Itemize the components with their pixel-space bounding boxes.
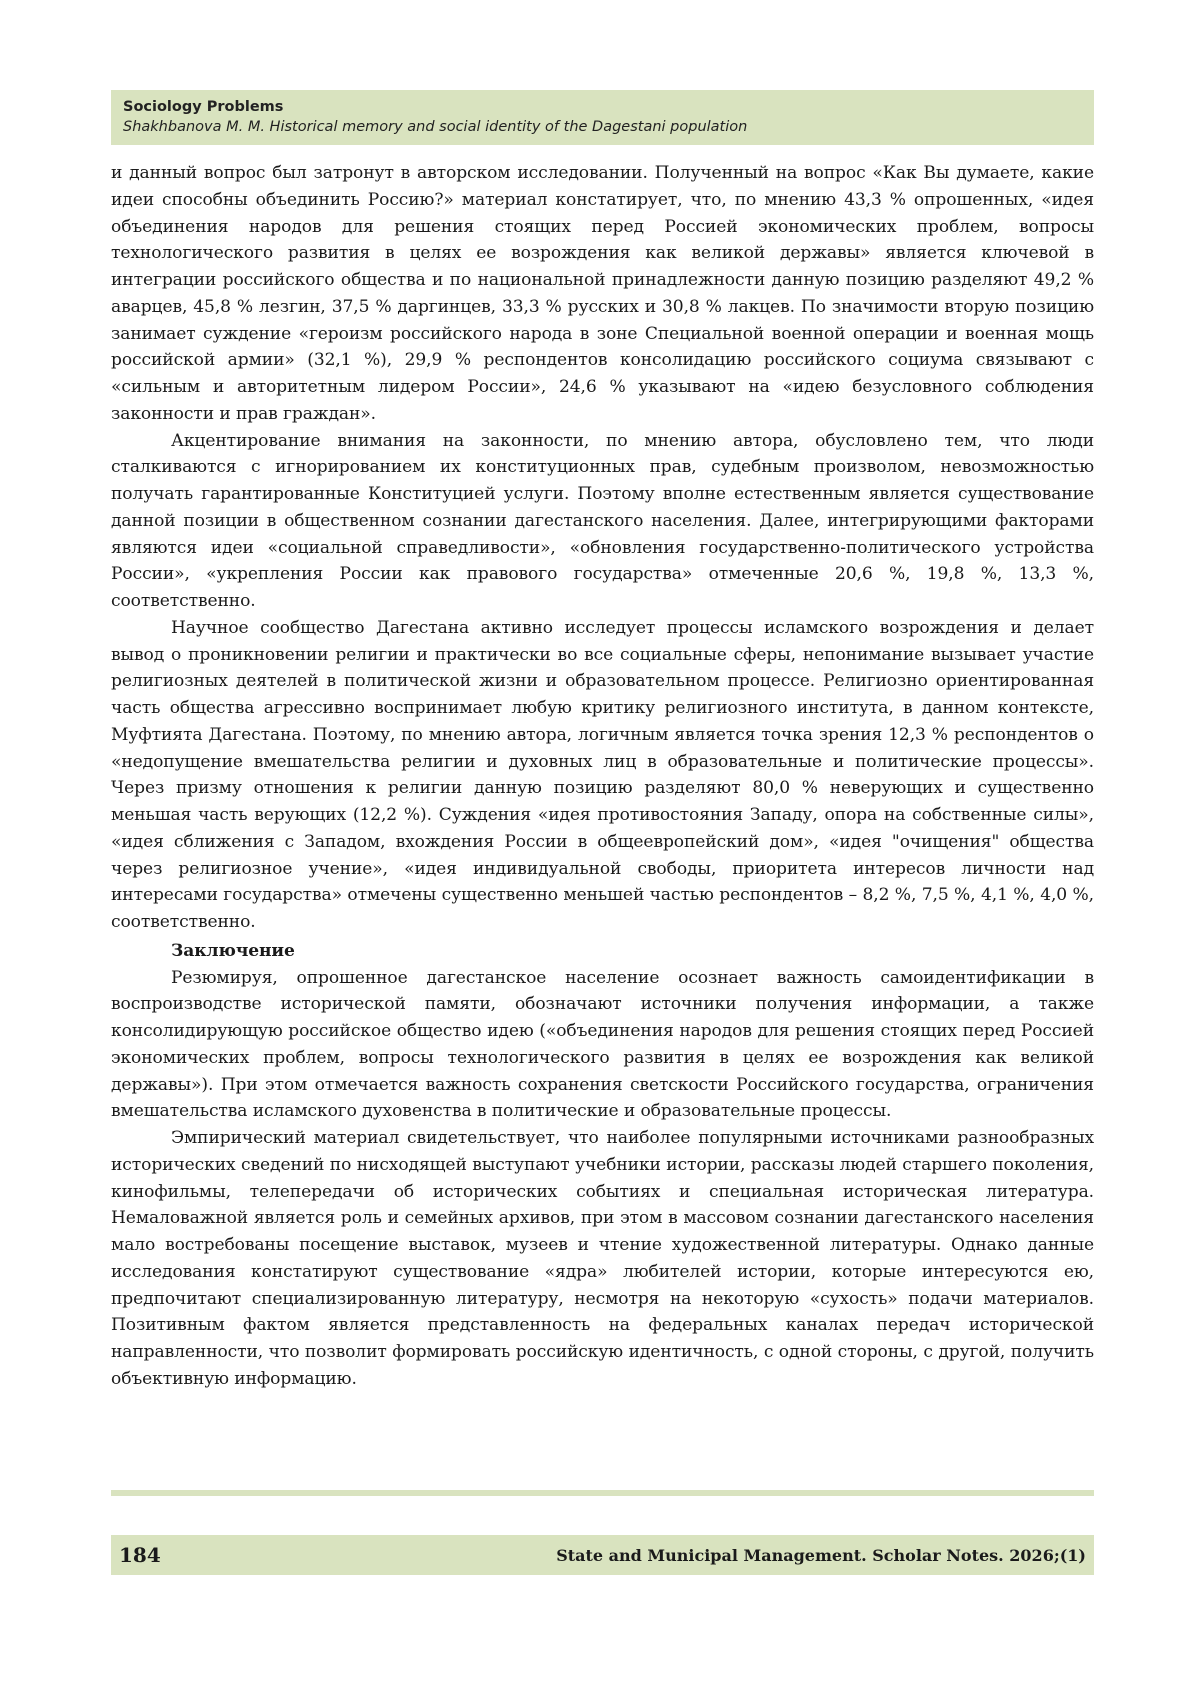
body-paragraph: и данный вопрос был затронут в авторском исследовании. Полученный на вопрос «Как Вы думаете, какие идеи способны объединить Россию?» материал констатирует, что, по мнению 43,3 % опрошенных, «идея объединения народов для решения стоящих перед Россией экономических проблем, вопросы технологического развития в целях ее возрождения как великой державы» является ключевой в интеграции российского общества и по национальной принадлежности данную позицию разделяют 49,2 % аварцев, 45,8 % лезгин, 37,5 % даргинцев, 33,3 % русских и 30,8 % лакцев. По значимости вторую позицию занимает суждение «героизм российского народа в зоне Специальной военной операции и военная мощь российской армии» (32,1 %), 29,9 % респондентов консолидацию российского социума связывают с «сильным и авторитетным лидером России», 24,6 % указывают на «идею безусловного соблюдения законности и прав граждан». <box>111 163 1094 424</box>
body-paragraph: Научное сообщество Дагестана активно исследует процессы исламского возрождения и делает вывод о проникновении религии и практически во все социальные сферы, непонимание вызывает участие религиозных деятелей в политической жизни и образовательном процессе. Религиозно ориентированная часть общества агрессивно воспринимает любую критику религиозного института, в данном контексте, Муфтията Дагестана. Поэтому, по мнению автора, логичным является точка зрения 12,3 % респондентов о «недопущение вмешательства религии и духовных лиц в образовательные и политические процессы». Через призму отношения к религии данную позицию разделяют 80,0 % неверующих и существенно меньшая часть верующих (12,2 %). Суждения «идея противостояния Западу, опора на собственные силы», «идея сближения с Западом, вхождения России в общеевропейский дом», «идея "очищения" общества через религиозное учение», «идея индивидуальной свободы, приоритета интересов личности над интересами государства» отмечены существенно меньшей частью респондентов – 8,2 %, 7,5 %, 4,1 %, 4,0 %, соответственно. <box>111 617 1094 932</box>
conclusion-heading: Заключение <box>171 940 295 961</box>
article-body <box>111 160 1094 1393</box>
page-footer <box>111 1535 1094 1575</box>
running-title: Shakhbanova M. M. Historical memory and social identity of the Dagestani population <box>123 119 748 135</box>
page-number: 184 <box>119 1543 161 1567</box>
running-header <box>111 90 1094 145</box>
conclusion-paragraph: Эмпирический материал свидетельствует, что наиболее популярными источниками разнообразных исторических сведений по нисходящей выступают учебники истории, рассказы людей старшего поколения, кинофильмы, телепередачи об исторических событиях и специальная историческая литература. Немаловажной является роль и семейных архивов, при этом в массовом сознании дагестанского населения мало востребованы посещение выставок, музеев и чтение художественной литературы. Однако данные исследования констатируют существование «ядра» любителей истории, которые интересуются ею, предпочитают специализированную литературу, несмотря на некоторую «сухость» подачи материалов. Позитивным фактом является представленность на федеральных каналах передач исторической направленности, что позволит формировать российскую идентичность, с одной стороны, с другой, получить объективную информацию. <box>111 1128 1094 1389</box>
body-paragraph: Акцентирование внимания на законности, по мнению автора, обусловлено тем, что люди сталкиваются с игнорированием их конституционных прав, судебным произволом, невозможностью получать гарантированные Конституцией услуги. Поэтому вполне естественным является существование данной позиции в общественном сознании дагестанского населения. Далее, интегрирующими факторами являются идеи «социальной справедливости», «обновления государственно-политического устройства России», «укрепления России как правового государства» отмеченные 20,6 %, 19,8 %, 13,3 %, соответственно. <box>111 430 1094 611</box>
divider-rule <box>111 1490 1094 1496</box>
section-title: Sociology Problems <box>123 99 284 115</box>
journal-citation: State and Municipal Management. Scholar Notes. 2026;(1) <box>556 1545 1086 1565</box>
conclusion-paragraph: Резюмируя, опрошенное дагестанское население осознает важность самоидентификации в воспроизводстве исторической памяти, обозначают источники получения информации, а также консолидирующую российское общество идею («объединения народов для решения стоящих перед Россией экономических проблем, вопросы технологического развития в целях ее возрождения как великой державы»). При этом отмечается важность сохранения светскости Российского государства, ограничения вмешательства исламского духовенства в политические и образовательные процессы. <box>111 967 1094 1122</box>
